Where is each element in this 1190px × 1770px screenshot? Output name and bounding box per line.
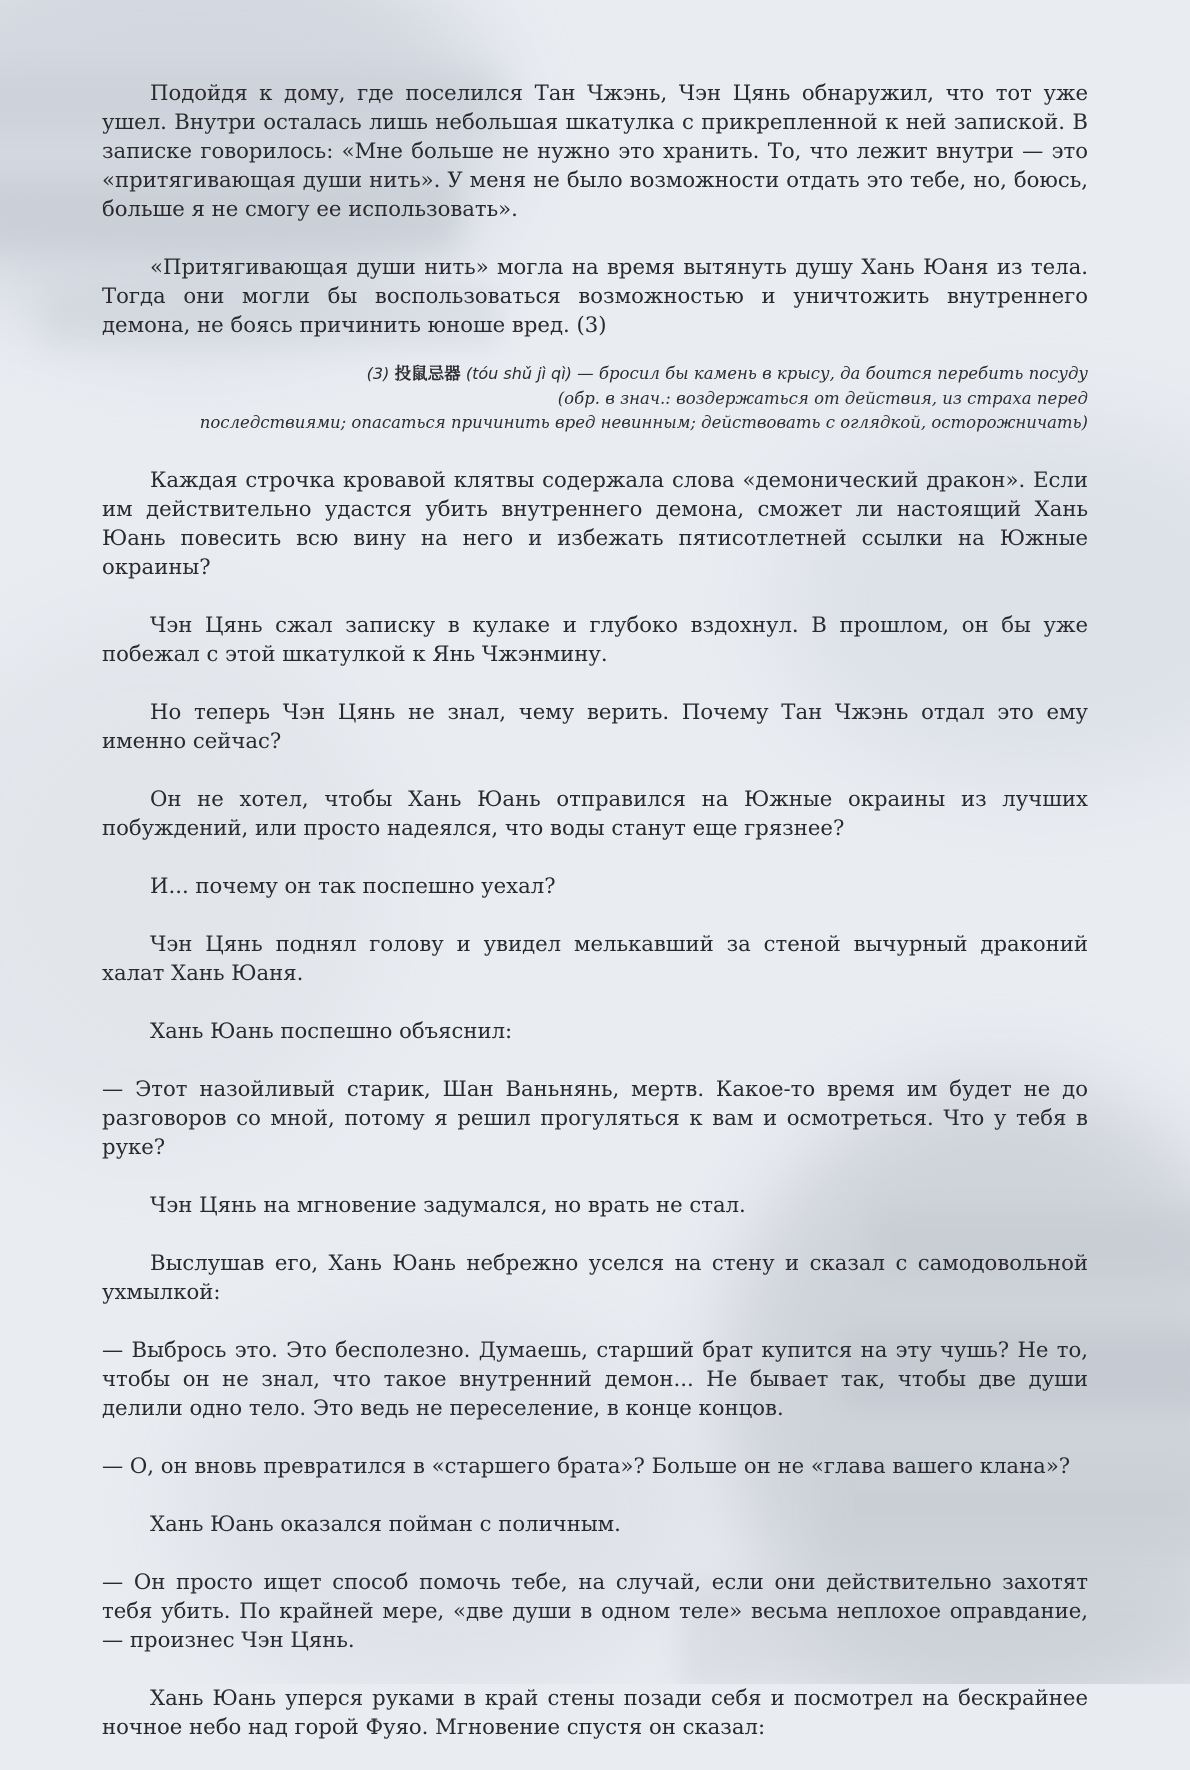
footnote-line: (обр. в знач.: воздержаться от действия, из страха перед <box>557 388 1088 408</box>
dialogue-paragraph: — Этот назойливый старик, Шан Ваньнянь, мертв. Какое-то время им будет не до разговоров со мной, потому я решил прогуляться к вам и осмотреться. Что у тебя в руке? <box>102 1075 1088 1159</box>
footnote-hanzi: 投鼠忌器 <box>394 364 461 383</box>
footnote-translation: — бросил бы камень в крысу, да боится перебить посуду <box>577 364 1088 383</box>
paragraph: Чэн Цянь сжал записку в кулаке и глубоко вздохнул. В прошлом, он бы уже побежал с этой шкатулкой к Янь Чжэнмину. <box>102 611 1088 666</box>
paragraph: Но теперь Чэн Цянь не знал, чему верить. Почему Тан Чжэнь отдал это ему именно сейчас? <box>102 698 1088 753</box>
dialogue-paragraph: — Выбрось это. Это бесполезно. Думаешь, старший брат купится на эту чушь? Не то, чтобы он не знал, что такое внутренний демон... Не бывает так, чтобы две души делили одно тело. Это ведь не переселение, в конце концов. <box>102 1336 1088 1420</box>
paragraph: Подойдя к дому, где поселился Тан Чжэнь, Чэн Цянь обнаружил, что тот уже ушел. Внутри осталась лишь небольшая шкатулка с прикрепленной к ней запиской. В записке говорилось: «Мне больше не нужно это хранить. То, что лежит внутри — это «притягивающая души нить». У меня не было возможности отдать это тебе, но, боюсь, больше я не смогу ее использовать». <box>102 80 1088 221</box>
paragraph: Каждая строчка кровавой клятвы содержала слова «демонический дракон». Если им действительно удастся убить внутреннего демона, сможет ли настоящий Хань Юань повесить всю вину на него и избежать пятисотлетней ссылки на Южные окраины? <box>102 466 1088 579</box>
paragraph: Хань Юань уперся руками в край стены позади себя и посмотрел на бескрайнее ночное небо над горой Фуяо. Мгновение спустя он сказал: <box>102 1684 1088 1739</box>
footnote-marker: (3) <box>366 364 390 383</box>
paragraph: И... почему он так поспешно уехал? <box>150 872 556 898</box>
document-text <box>102 78 1088 1770</box>
dialogue-paragraph: — Он просто ищет способ помочь тебе, на случай, если они действительно захотят тебя убить. По крайней мере, «две души в одном теле» весьма неплохое оправдание, — произнес Чэн Цянь. <box>102 1568 1088 1652</box>
paragraph: Он не хотел, чтобы Хань Юань отправился на Южные окраины из лучших побуждений, или просто надеялся, что воды станут еще грязнее? <box>102 785 1088 840</box>
paragraph: Хань Юань оказался пойман с поличным. <box>150 1510 621 1536</box>
footnote-pinyin: (tóu shǔ jì qì) <box>465 364 572 383</box>
paragraph: Чэн Цянь на мгновение задумался, но врать не стал. <box>150 1191 746 1217</box>
paragraph: Чэн Цянь поднял голову и увидел мелькавший за стеной вычурный драконий халат Хань Юаня. <box>102 930 1088 985</box>
paragraph: Хань Юань поспешно объяснил: <box>150 1017 513 1043</box>
paragraph: Выслушав его, Хань Юань небрежно уселся на стену и сказал с самодовольной ухмылкой: <box>102 1249 1088 1304</box>
footnote-line <box>102 362 1088 387</box>
paragraph: «Притягивающая души нить» могла на время вытянуть душу Хань Юаня из тела. Тогда они могли бы воспользоваться возможностью и уничтожить внутреннего демона, не боясь причинить юноше вред. (3) <box>102 254 1088 337</box>
footnote-line: последствиями; опасаться причинить вред невинным; действовать с оглядкой, осторожничать) <box>199 413 1088 432</box>
dialogue-paragraph: — О, он вновь превратился в «старшего брата»? Больше он не «глава вашего клана»? <box>102 1452 1071 1478</box>
footnote <box>102 362 1088 436</box>
